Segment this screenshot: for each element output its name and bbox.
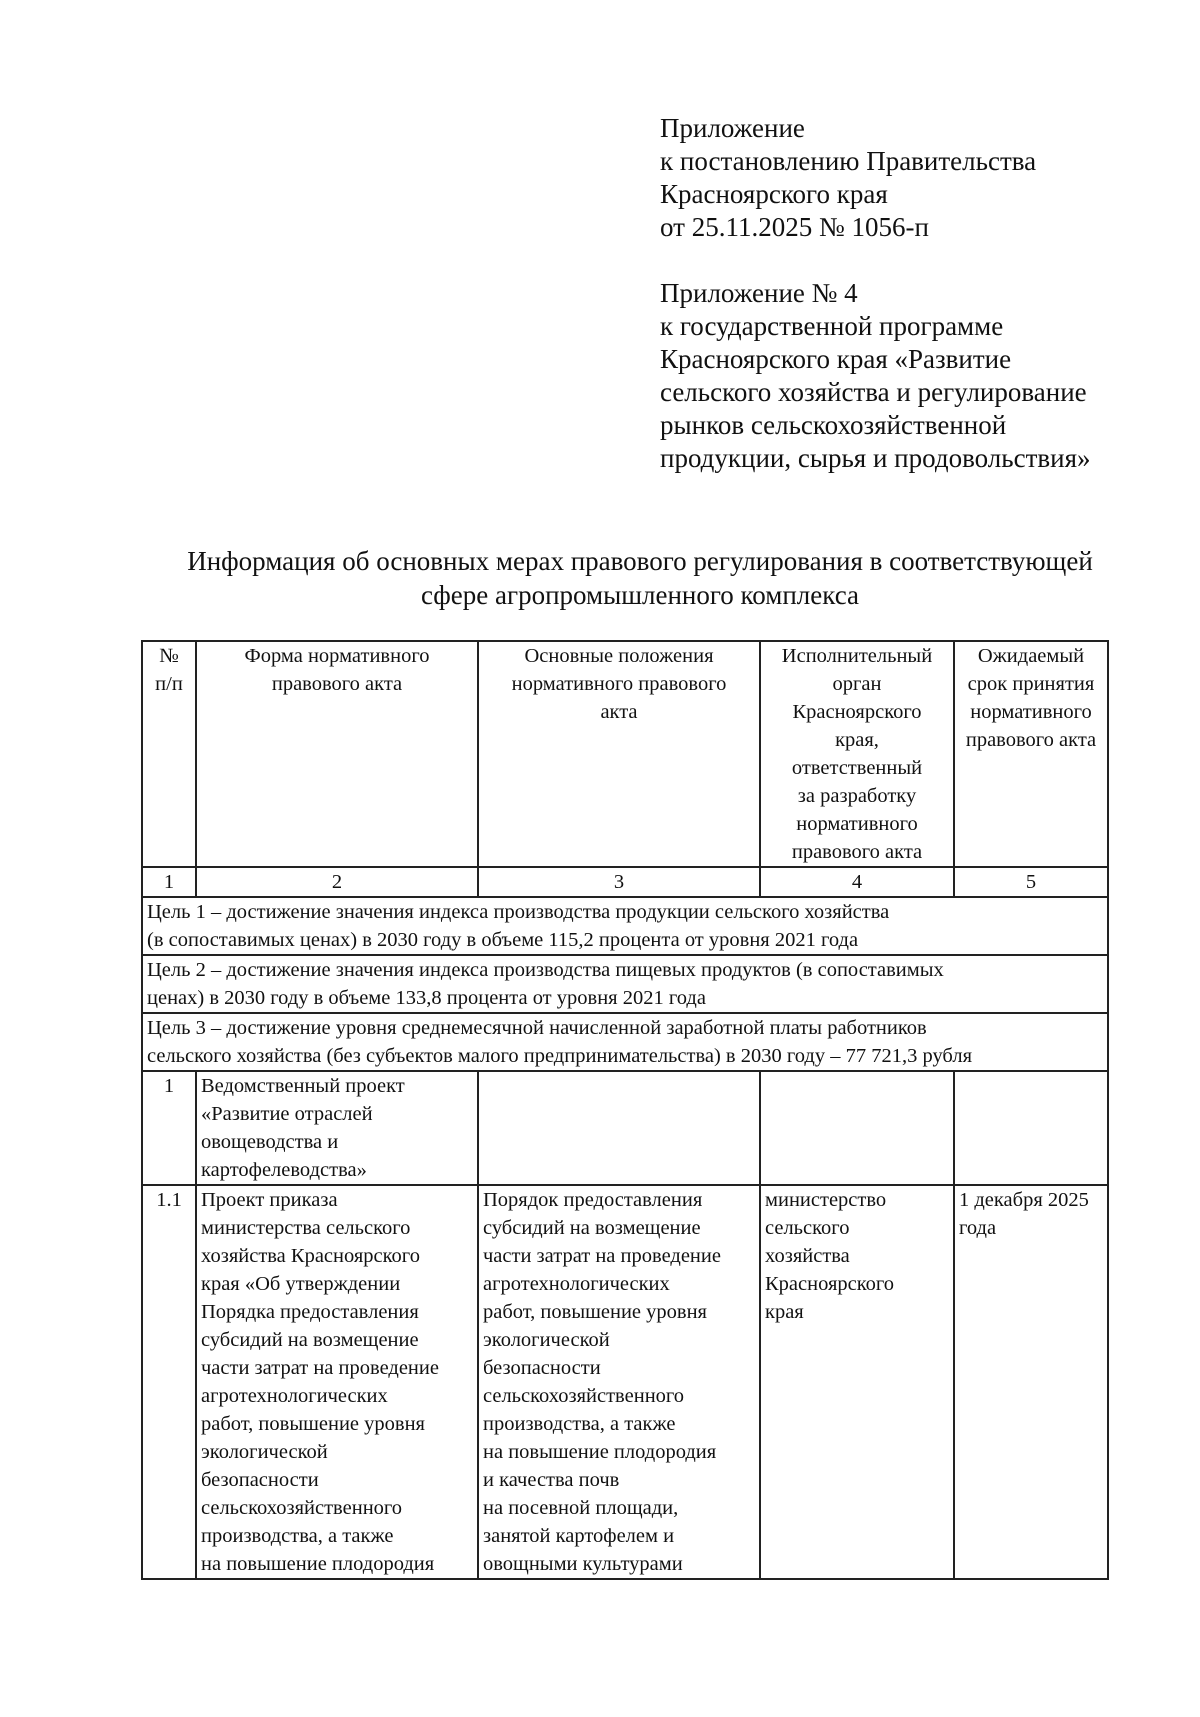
text-line: года [959,1217,997,1239]
document-title [100,544,1180,612]
text-line: срок принятия [967,673,1095,695]
text-line: (в сопоставимых ценах) в 2030 году в объеме 115,2 процента от уровня 2021 года [147,929,859,951]
text-line: правового акта [791,841,923,863]
text-line: Порядок предоставления [483,1189,703,1211]
text-line: на повышение плодородия [483,1441,717,1463]
table-row [142,1185,1108,1579]
column-number: 4 [760,867,954,897]
header-cell-provisions [478,641,760,867]
form-cell [196,1071,478,1185]
text-line: производства, а также [483,1413,676,1435]
goal-row [142,897,1108,955]
text-line: Красноярского [792,701,922,723]
text-line: хозяйства Красноярского [201,1245,420,1267]
text-line: агротехнологических [483,1273,670,1295]
text-line: и качества почв [483,1469,620,1491]
text-line: п/п [155,673,183,695]
title-line: Информация об основных мерах правового регулирования в соответствующей [187,546,1093,576]
text-line: безопасности [201,1469,319,1491]
text-line: Цель 2 – достижение значения индекса производства пищевых продуктов (в сопоставимых [147,959,944,981]
header-block [660,112,1180,475]
appendix-line: к постановлению Правительства [660,146,1037,176]
text-line: экологической [201,1441,328,1463]
text-line: сельского хозяйства (без субъектов малого предпринимательства) в 2030 году – 77 721,3 рубля [147,1045,973,1067]
text-line: Цель 1 – достижение значения индекса производства продукции сельского хозяйства [147,901,890,923]
text-line: нормативного [970,701,1092,723]
text-line: Проект приказа [201,1189,338,1211]
text-line: акта [600,701,638,723]
text-line: картофелеводства» [201,1159,367,1181]
text-line: занятой картофелем и [483,1525,675,1547]
row-number: 1.1 [142,1185,196,1579]
text-line: орган [832,673,882,695]
table-header-row [142,641,1108,867]
appendix-line: от 25.11.2025 № 1056-п [660,212,929,242]
text-line: нормативного [796,813,918,835]
executor-cell [760,1071,954,1185]
text-line: министерства сельского [201,1217,411,1239]
executor-cell [760,1185,954,1579]
deadline-cell [954,1071,1108,1185]
text-line: работ, повышение уровня [483,1301,707,1323]
text-line: сельского [765,1217,850,1239]
text-line: на повышение плодородия [201,1553,435,1575]
column-number: 5 [954,867,1108,897]
row-number: 1 [142,1071,196,1185]
text-line: хозяйства [765,1245,850,1267]
goal-row [142,1013,1108,1071]
program-line: сельского хозяйства и регулирование [660,377,1087,407]
measures-table [141,640,1109,1580]
text-line: агротехнологических [201,1385,388,1407]
text-line: края [765,1301,804,1323]
text-line: Ожидаемый [977,645,1085,667]
program-line: к государственной программе [660,311,1004,341]
goal-cell [142,897,1108,955]
text-line: 1 декабря 2025 [959,1189,1089,1211]
program-line: продукции, сырья и продовольствия» [660,443,1091,473]
column-number: 1 [142,867,196,897]
text-line: на посевной площади, [483,1497,679,1519]
text-line: части затрат на проведение [483,1245,721,1267]
text-line: правового акта [965,729,1097,751]
provisions-cell [478,1185,760,1579]
text-line: за разработку [797,785,917,807]
column-number-row [142,867,1108,897]
table-row [142,1071,1108,1185]
header-cell-deadline [954,641,1108,867]
program-line: рынков сельскохозяйственной [660,410,1007,440]
text-line: овощеводства и [201,1131,339,1153]
text-line: нормативного правового [511,673,727,695]
text-line: края, [835,729,879,751]
text-line: экологической [483,1329,610,1351]
text-line: № [159,645,179,667]
header-cell-number [142,641,196,867]
text-line: производства, а также [201,1525,394,1547]
text-line: части затрат на проведение [201,1357,439,1379]
text-line: ответственный [791,757,923,779]
appendix-line: Красноярского края [660,179,888,209]
program-line: Приложение № 4 [660,278,858,308]
text-line: сельскохозяйственного [201,1497,403,1519]
text-line: ценах) в 2030 году в объеме 133,8 процента от уровня 2021 года [147,987,706,1009]
text-line: министерство [765,1189,887,1211]
text-line: Красноярского [765,1273,895,1295]
text-line: Основные положения [524,645,714,667]
provisions-cell [478,1071,760,1185]
program-line: Красноярского края «Развитие [660,344,1012,374]
text-line: Цель 3 – достижение уровня среднемесячной начисленной заработной платы работников [147,1017,927,1039]
text-line: Порядка предоставления [201,1301,419,1323]
text-line: Форма нормативного [244,645,430,667]
header-cell-executor [760,641,954,867]
text-line: «Развитие отраслей [201,1103,373,1125]
text-line: овощными культурами [483,1553,683,1575]
goal-cell [142,1013,1108,1071]
text-line: субсидий на возмещение [483,1217,701,1239]
deadline-cell [954,1185,1108,1579]
text-line: сельскохозяйственного [483,1385,685,1407]
text-line: правового акта [271,673,403,695]
goal-cell [142,955,1108,1013]
form-cell [196,1185,478,1579]
text-line: края «Об утверждении [201,1273,401,1295]
column-number: 3 [478,867,760,897]
text-line: работ, повышение уровня [201,1413,425,1435]
appendix-line: Приложение [660,113,805,143]
text-line: Ведомственный проект [201,1075,405,1097]
title-line: сфере агропромышленного комплекса [420,580,859,610]
text-line: субсидий на возмещение [201,1329,419,1351]
header-cell-form [196,641,478,867]
goal-row [142,955,1108,1013]
column-number: 2 [196,867,478,897]
text-line: Исполнительный [781,645,933,667]
text-line: безопасности [483,1357,601,1379]
